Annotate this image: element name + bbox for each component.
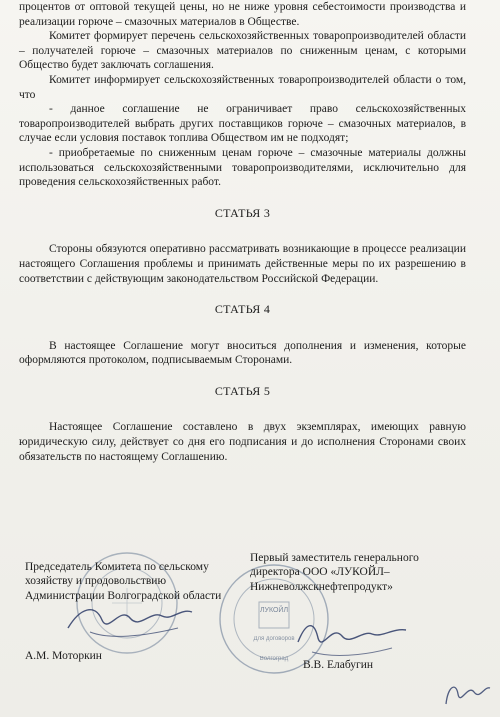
paragraph-1: процентов от оптовой текущей цены, но не ниже уровня себестоимости производства и реализации горюче – смазочных материалов в Обществе. <box>19 1 466 28</box>
left-signatory-name: А.М. Моторкин <box>25 650 102 662</box>
article-3-text: Стороны обязуются оперативно рассматривать возникающие в процессе реализации настоящего Соглашения проблемы и принимать действенные меры по их разрешению в соответствии с действующим законодательством Российской Федерации. <box>19 243 466 285</box>
article-5-heading: СТАТЬЯ 5 <box>214 383 271 398</box>
article-4-text: В настоящее Соглашение могут вноситься дополнения и изменения, которые оформляются протоколом, подписываемым Сторонами. <box>19 339 466 367</box>
paragraph-4: - данное соглашение не ограничивает право сельскохозяйственных товаропроизводителей выбрать других поставщиков горюче – смазочных материалов, в случае если условия поставок топлива Обществом им не подходят; <box>19 103 466 145</box>
left-signatory-title: Председатель Комитета по сельскому хозяйству и продовольствию Администрации Волгоградской области <box>25 561 222 602</box>
margin-initials <box>440 676 496 714</box>
paragraph-3: Комитет информирует сельскохозяйственных товаропроизводителей области о том, что <box>19 73 466 101</box>
right-signatory-title: Первый заместитель генерального директора ООО «ЛУКОЙЛ–Нижневолжскнефтепродукт» <box>250 552 419 593</box>
stamp-city-text: Волгоград <box>259 656 289 662</box>
paragraph-2: Комитет формирует перечень сельскохозяйственных товаропроизводителей области – получателей горюче – смазочных материалов по сниженным ценам, с которыми Общество будет заключать соглашения. <box>19 30 466 72</box>
stamp-inner-text: Для договоров <box>253 636 295 642</box>
article-4-heading: СТАТЬЯ 4 <box>214 302 271 317</box>
article-3-heading: СТАТЬЯ 3 <box>214 205 271 220</box>
article-5-text: Настоящее Соглашение составлено в двух экземплярах, имеющих равную юридическую силу, действует со дня его подписания и до исполнения Сторонами своих обязательств по настоящему Соглашению. <box>19 421 466 463</box>
stamp-logo-text: ЛУКОЙЛ <box>259 607 289 614</box>
paragraph-5: - приобретаемые по сниженным ценам горюче – смазочные материалы должны использоваться сельскохозяйственными товаропроизводителями, исключительно для проведения сельскохозяйственных работ. <box>19 146 466 189</box>
document-body <box>19 0 466 464</box>
right-signature <box>292 612 412 664</box>
right-signatory-name: В.В. Елабугин <box>303 659 374 671</box>
